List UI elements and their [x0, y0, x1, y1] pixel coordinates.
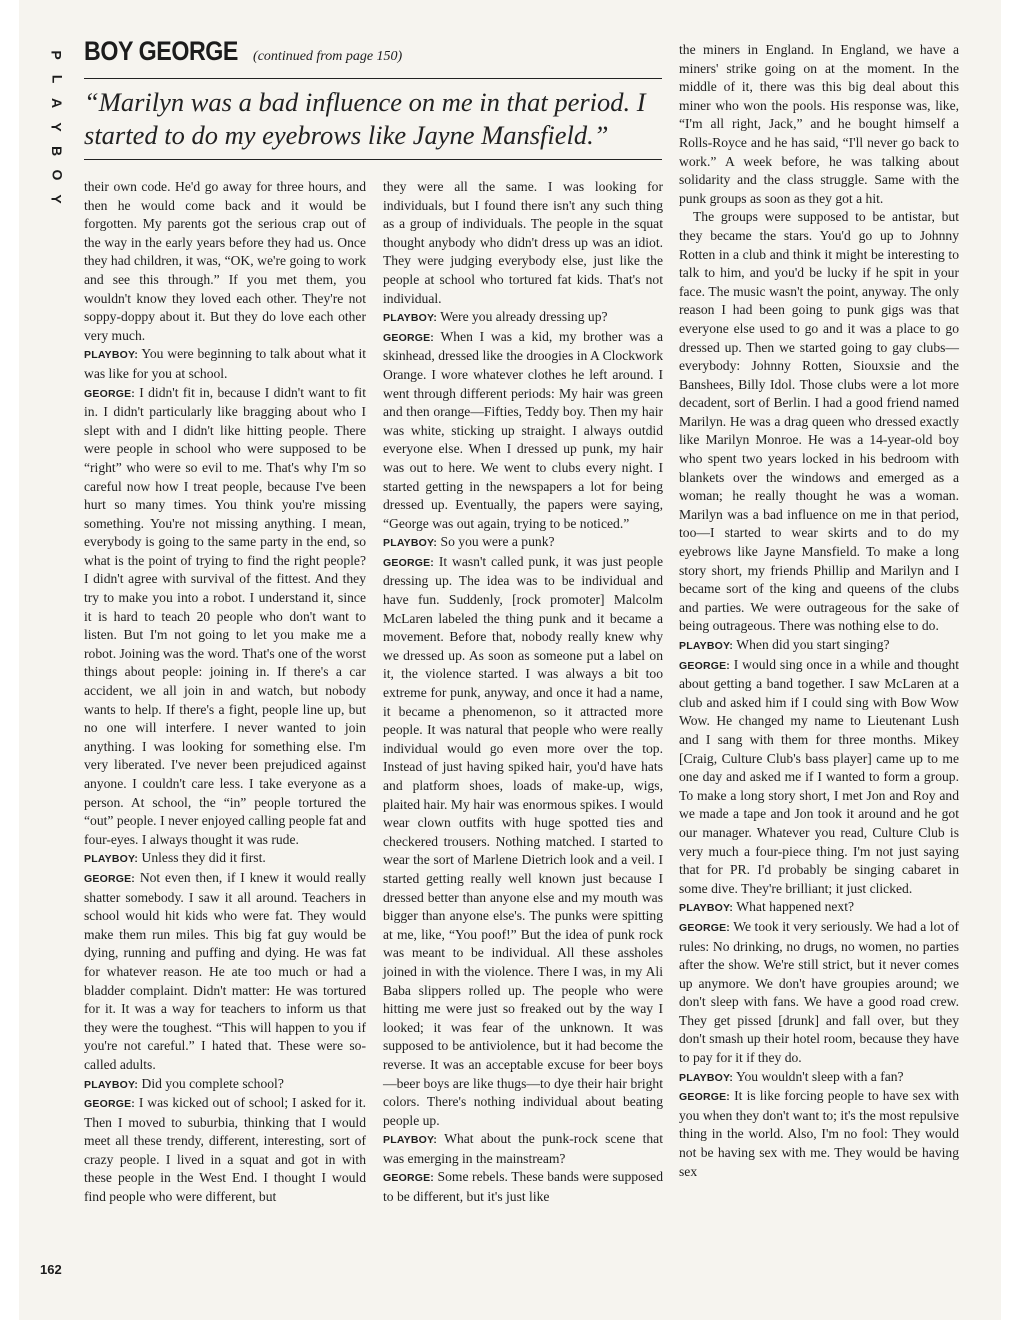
text-column-3 — [679, 41, 959, 1181]
speaker-playboy: PLAYBOY: — [679, 1071, 734, 1084]
spine-letter: B — [49, 145, 65, 157]
speaker-playboy: PLAYBOY: — [383, 1134, 438, 1147]
question: When did you start singing? — [733, 637, 890, 652]
speaker-george: GEORGE: — [679, 921, 730, 934]
page-number: 162 — [40, 1262, 62, 1277]
spine-letter: P — [49, 50, 65, 60]
continued-note: (continued from page 150) — [253, 49, 403, 64]
answer: It is like forcing people to have sex with you when they don't want to; it's the most repulsive thing in the world. Also, I'm no fool: They would not be having sex with me. They would be having sex — [679, 1088, 959, 1179]
speaker-george: GEORGE: — [84, 387, 135, 400]
paragraph: the miners in England. In England, we have a miners' strike going on at the moment. In the middle of it, there was this big deal about this miner who won the pools. His response was, like, “I'm all right, Jack,” and he bought himself a Rolls-Royce and he has said, “I'll never go back to work.” A week before, he was talking about solidarity and the class struggle. Same with the punk groups as soon as they got a hit. — [679, 42, 959, 206]
answer: I was kicked out of school; I asked for it. Then I moved to suburbia, thinking that I would meet all these trendy, different, interesting, sort of crazy people. I lived in a squat and got in with these people in the West End. I thought I would find people who were different, but — [84, 1095, 366, 1205]
header-rule — [84, 78, 662, 79]
text-column-2 — [383, 178, 663, 1207]
speaker-george: GEORGE: — [383, 556, 434, 569]
speaker-playboy: PLAYBOY: — [84, 1078, 139, 1091]
speaker-george: GEORGE: — [84, 872, 135, 885]
speaker-playboy: PLAYBOY: — [84, 349, 139, 362]
speaker-playboy: PLAYBOY: — [383, 537, 438, 550]
speaker-playboy: PLAYBOY: — [383, 312, 438, 325]
answer: We took it very seriously. We had a lot of rules: No drinking, no drugs, no women, no parties after the show. We're still strict, but it never comes up anymore. We don't have groupies around; we don't sleep with fans. We have a good road crew. They get pissed [drunk] and fall over, but they don't smash up their hotel room, because they have to pay for it if they do. — [679, 918, 959, 1066]
speaker-george: GEORGE: — [84, 1098, 135, 1111]
speaker-george: GEORGE: — [383, 1172, 434, 1185]
spine-letter: A — [49, 97, 65, 109]
speaker-playboy: PLAYBOY: — [679, 902, 734, 915]
speaker-george: GEORGE: — [383, 331, 434, 344]
speaker-playboy: PLAYBOY: — [84, 853, 139, 866]
question: You wouldn't sleep with a fan? — [733, 1068, 904, 1084]
answer: I didn't fit in, because I didn't want to fit in. I didn't particularly like bragging about who I slept with and I didn't like hitting people. There were people in school who were supposed to be “right” who were so evil to me. That's why I'm so careful now how I treat people, because I've been hurt so many times. You think you're missing something. You're not missing anything. I mean, everybody is going to the same party in the end, so what is the point of trying to find the right people? I didn't agree with survival of the fittest. And they try to make you into a robot. I understand it, since it is hard to teach 20 people who don't want to listen. But I'm not going to let you make me a robot. Joining was the word. That's one of the worst things about people: joining in. If there's a car accident, we all join in and watch, but nobody wants to help. If there's a fight, people line up, but no one will interfere. I never wanted to join anything. I was looking for something else. I'm very liberated. I've never been prejudiced against anyone. I couldn't care less. I take everyone as a person. At school, the “in” people tortured the “out” people. I never enjoyed calling people fat and four-eyes. I always thought it was rude. — [84, 384, 366, 847]
question: What happened next? — [733, 899, 855, 915]
question: So you were a punk? — [437, 534, 555, 550]
paragraph: they were all the same. I was looking for individuals, but I found there isn't any such thing as a group of individuals. The people in the squat thought anybody who didn't dress up was an idiot. They were judging everybody else, just like the people at school who tortured fat kids. That's not individual. — [383, 179, 663, 306]
spine-letter: Y — [49, 122, 65, 132]
answer: Not even then, if I knew it would really shatter somebody. I saw it all around. Teachers in school would hit kids who were fat. They would make them run miles. This big fat guy would be dying, running and puffing and dying. He was fat for whatever reason. He ate too much or had a bladder complaint. Didn't matter: He was tortured for it. It was a way for teachers to inform us that they were the toughest. “This will happen to you if you're not careful.” I hated that. These were so-called adults. — [84, 869, 366, 1072]
pull-quote: “Marilyn was a bad influence on me in that period. I started to do my eyebrows like Jayne Mansfield.” — [84, 87, 646, 150]
answer: When I was a kid, my brother was a skinhead, dressed like the droogies in A Clockwork Orange. I wore whatever clothes he left around. I went through different periods: My hair was green and then orange—Fifties, Teddy boy. Then my hair was white, sticking up straight. I always outdid everyone else. When I dressed up punk, my hair was out to here. We went to clubs every night. I started getting in the newspapers a lot for being dressed up. Eventually, the papers were saying, “George was out again, trying to be noticed.” — [383, 328, 663, 531]
article-header — [84, 36, 662, 67]
spine-letter: Y — [49, 194, 65, 204]
question: Did you complete school? — [138, 1075, 284, 1091]
spine-letter: O — [48, 169, 65, 181]
question: What about the punk-rock scene that was emerging in the mainstream? — [383, 1131, 663, 1166]
question: Were you already dressing up? — [437, 309, 608, 325]
speaker-playboy: PLAYBOY: — [679, 640, 734, 652]
speaker-george: GEORGE: — [679, 1091, 730, 1104]
question: Unless they did it first. — [138, 850, 266, 866]
spine-letter: L — [49, 74, 65, 84]
magazine-spine-logo — [40, 45, 74, 209]
article-title: BOY GEORGE — [84, 36, 238, 66]
question: You were beginning to talk about what it was like for you at school. — [84, 346, 366, 381]
text-column-1 — [84, 178, 366, 1207]
paragraph: The groups were supposed to be antistar, but they became the stars. You'd go up to Johnny Rotten in a club and think it might be interesting to talk to him, and you'd be lucky if he spit in your face. The music wasn't the point, anyway. The only reason I had been going to punk gigs was that everyone else used to go and it was a place to go dressed up. Then we started going to gay clubs—everybody: Johnny Rotten, Siouxsie and the Banshees, Billy Idol. Those clubs were a lot more decadent, sort of Berlin. I had a good friend named Marilyn. He was a drag queen who dressed exactly like Marilyn Monroe. He was a 14-year-old boy who spent two years locked in his bedroom with blankets over the windows and emerged as a woman; he really thought he was a woman. Marilyn was a bad influence on me in that period, too—I started to wear skirts and to do my eyebrows like Jayne Mansfield. To make a long story short, my friends Phillip and Marilyn and I became sort of the king and queens of the clubs and parties. We were outrageous for the sake of being outrageous. There was nothing else to do. — [679, 209, 959, 634]
speaker-george: GEORGE: — [679, 659, 730, 672]
answer: It wasn't called punk, it was just people dressing up. The idea was to be individual and have fun. Suddenly, [rock promoter] Malcolm McLaren labeled the thing punk and it became a movement. Before that, nobody really knew why we dressed up. As soon as someone put a label on it, the violence started. I was always a bit too extreme for punk, anyway, and once it had a name, it became a phenomenon, so it attracted more people. It was natural that people who were really individual would go even more over the top. Instead of just having spiked hair, you'd have hats and platform shoes, loads of make-up, wigs, plaited hair. My hair was enormous spikes. I would wear clown outfits with huge spotted ties and checkered trousers. Nothing matched. I started to wear the sort of Marlene Dietrich look and a veil. I started getting really well known just because I dressed better than anyone else and my mouth was bigger than anyone else's. The punks were spitting at me, like, “You poof!” But the idea of punk rock was meant to be individual. All these assholes joined in with the violence. There I was, in my Ali Baba slippers rolled up. The people who were hitting me were just so freaked out by the way I looked; it was fear of the unknown. It was supposed to be antiviolence, but it had become the reverse. It was an acceptable excuse for beer boys—beer boys are like thugs—to dye their hair bright colors. There's nothing individual about beating people up. — [383, 553, 663, 1128]
answer: I would sing once in a while and thought about getting a band together. I saw McLaren at a club and asked him if I could sing with Bow Wow Wow. He changed my name to Lieutenant Lush and I sang with them for three months. Mikey [Craig, Culture Club's bass player] came up to me one day and asked me if I wanted to form a group. To make a long story short, I met Jon and Roy and we made a tape and Jon took it around and he got our manager. Whatever you read, Culture Club is very much a four-piece thing. I'm not just saying that for PR. I'd probably be singing cabaret in some dive. They're brilliant; it just clicked. — [679, 656, 959, 896]
paragraph: their own code. He'd go away for three hours, and then he would come back and it would be forgotten. My parents got the serious crap out of the way in the early years before they had us. Once they had children, it was, “OK, we're going to work and see this through.” If you met them, you wouldn't know they loved each other. They're not soppy-doppy about it. But they do love each other very much. — [84, 179, 366, 343]
answer: Some rebels. These bands were supposed to be different, but it's just like — [383, 1169, 663, 1205]
pull-quote-rule — [84, 159, 662, 160]
